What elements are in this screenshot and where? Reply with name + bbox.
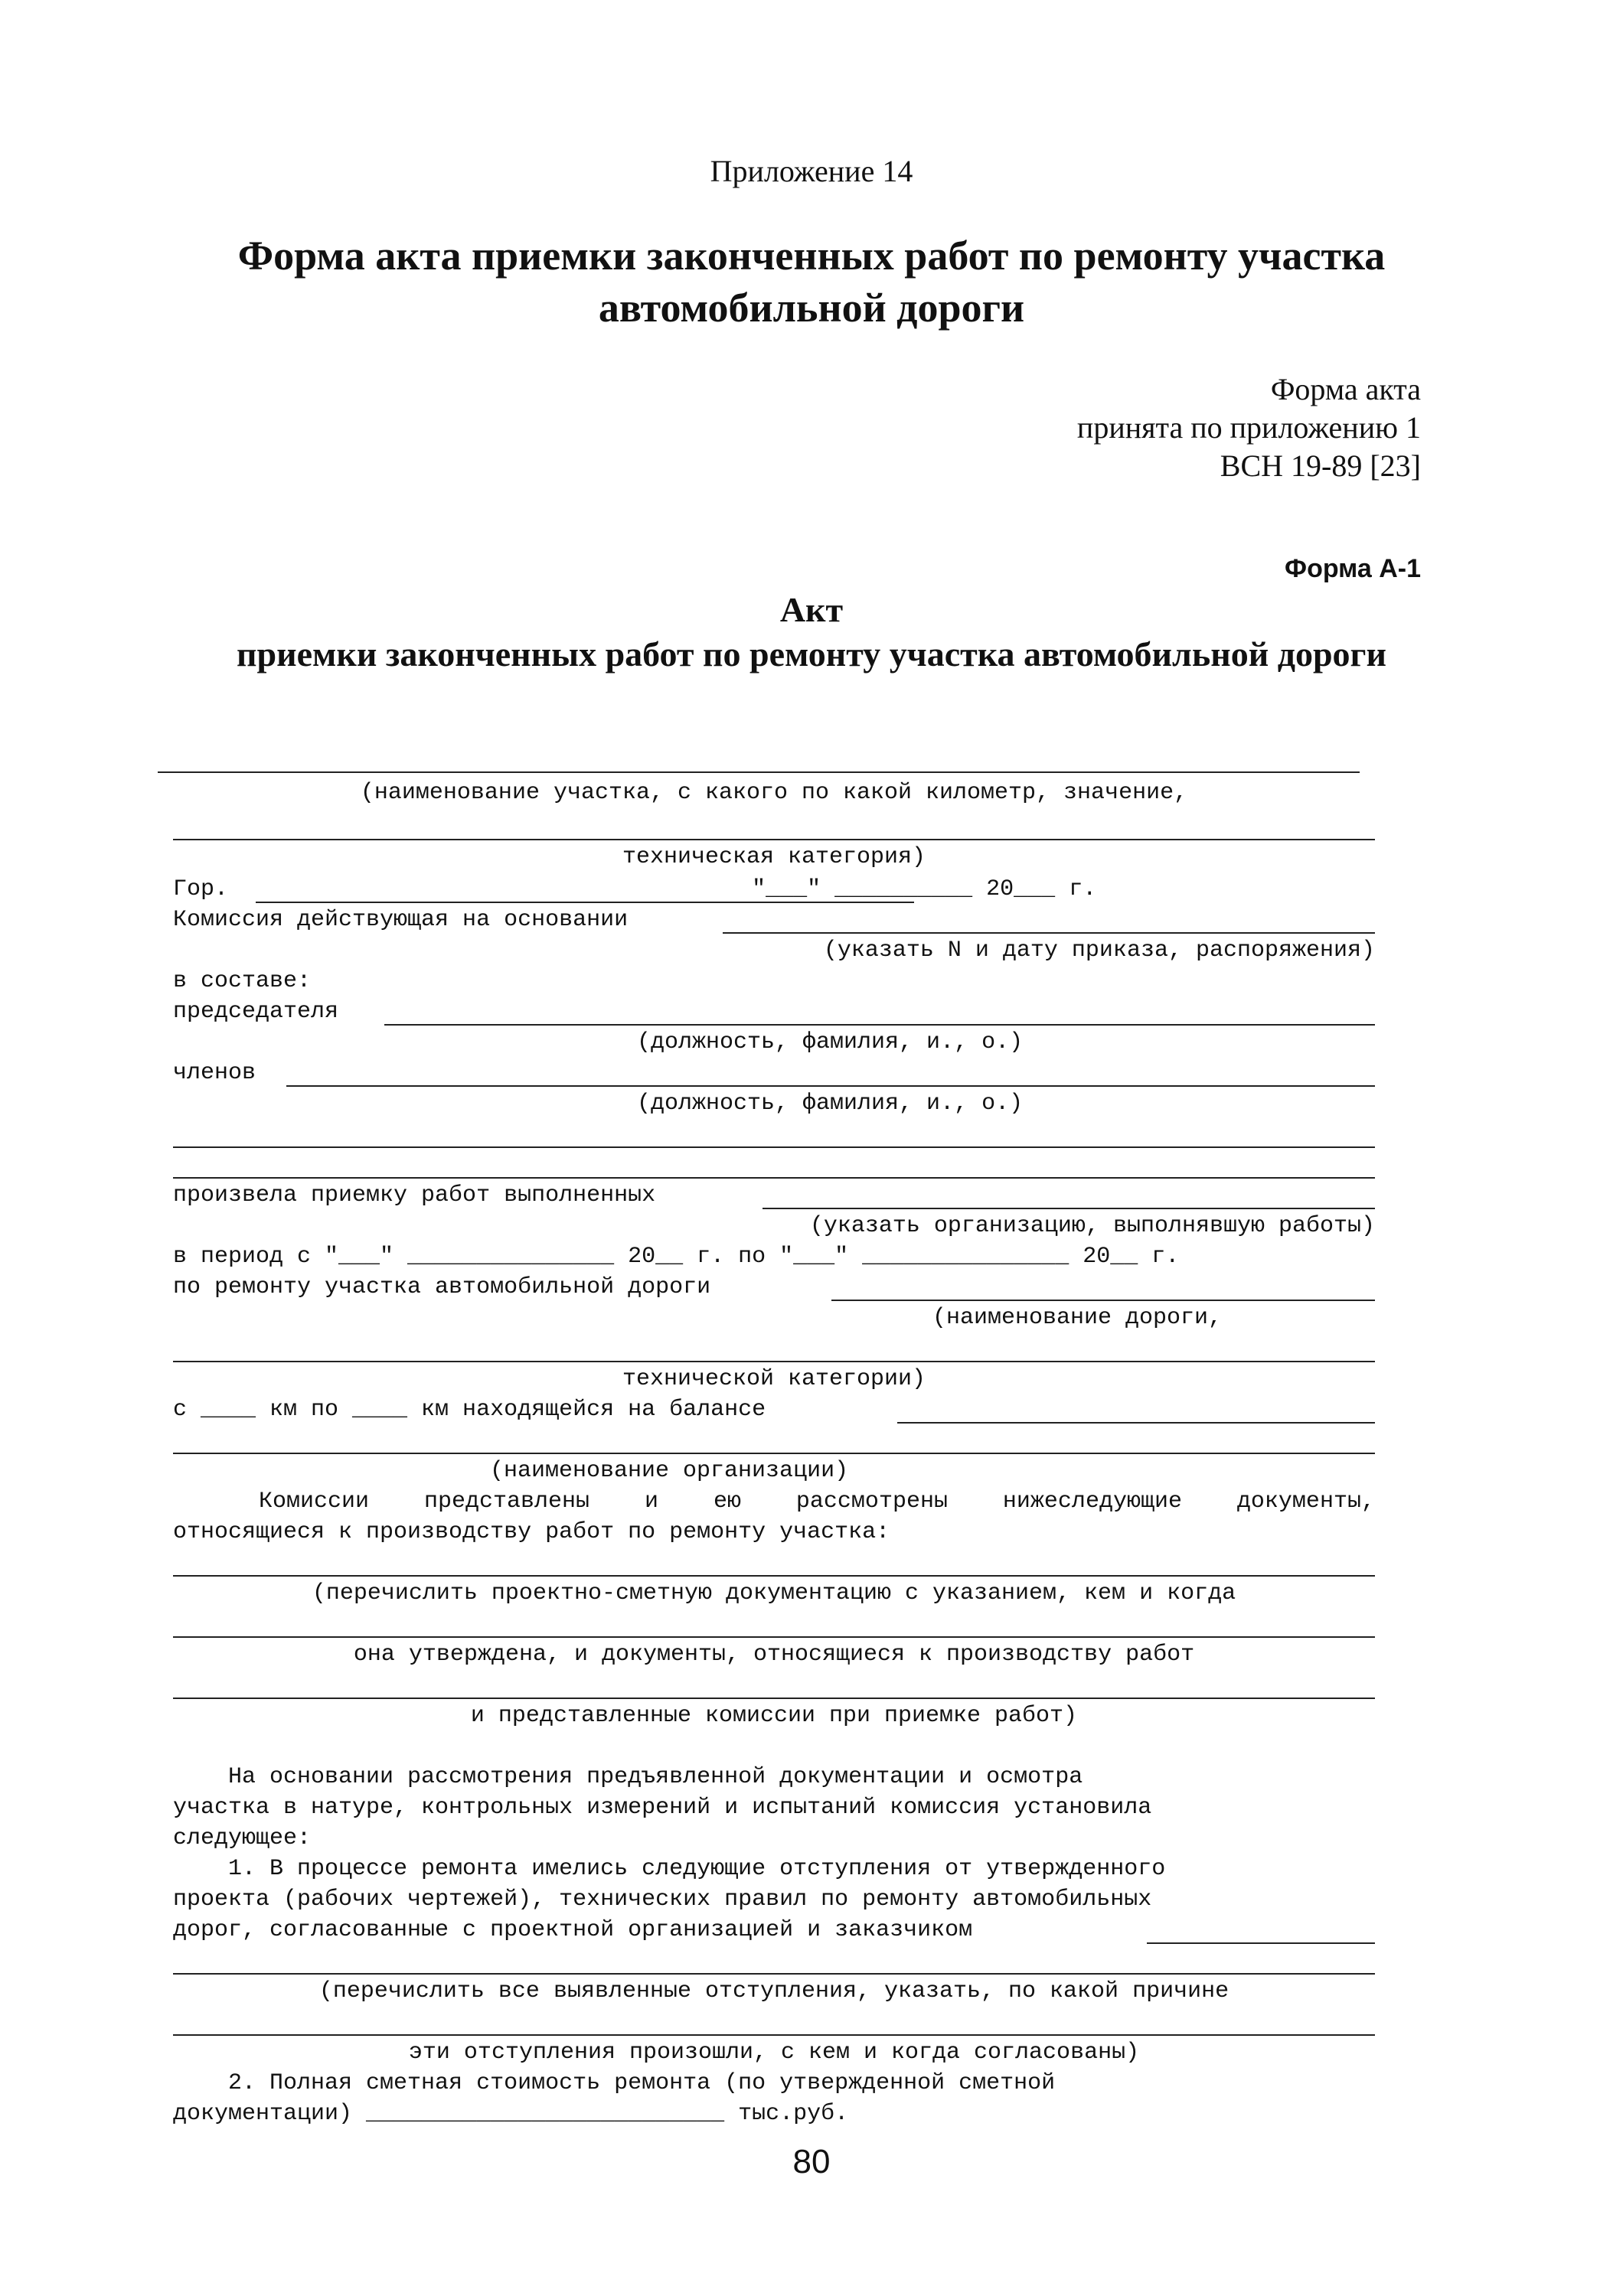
blank-line (173, 1636, 1375, 1638)
form-line: (должность, фамилия, и., о.) (637, 1091, 1024, 1117)
chairman-blank (384, 1024, 1375, 1026)
form-reference-line-3: ВСН 19-89 [23] (1220, 448, 1421, 483)
form-line: дорог, согласованные с проектной организацией и заказчиком (173, 1917, 973, 1943)
form-line: председателя (173, 999, 339, 1025)
form-reference-line-2: принята по приложению 1 (1076, 410, 1421, 445)
form-line: Комиссия действующая на основании (173, 907, 629, 933)
form-line: по ремонту участка автомобильной дороги (173, 1274, 711, 1300)
main-title-line-2: автомобильной дороги (598, 285, 1025, 331)
form-line: Гор. "___" __________ 20___ г. (173, 876, 1097, 902)
blank-line (173, 2034, 1375, 2036)
blank-line (173, 1177, 1375, 1179)
blank-line (173, 839, 1375, 840)
form-line: эти отступления произошли, с кем и когда согласованы) (408, 2040, 1140, 2066)
form-line: и представленные комиссии при приемке работ) (470, 1703, 1078, 1729)
form-line: 2. Полная сметная стоимость ремонта (по утвержденной сметной (173, 2070, 1056, 2096)
form-line: (перечислить все выявленные отступления, указать, по какой причине (318, 1978, 1229, 2004)
form-line: в период с "___" _______________ 20__ г. по "___" _______________ 20__ г. (173, 1244, 1180, 1270)
appendix-label: Приложение 14 (710, 154, 913, 188)
form-line: (наименование участка, с какого по какой километр, значение, (360, 780, 1188, 806)
form-code: Форма А-1 (1285, 554, 1421, 583)
form-line: участка в натуре, контрольных измерений и испытаний комиссия установила (173, 1795, 1152, 1821)
form-line: членов (173, 1060, 256, 1086)
form-line: технической категории) (622, 1366, 926, 1392)
form-line: Комиссии представлены и ею рассмотрены нижеследующие документы, (259, 1489, 1375, 1515)
act-subtitle: приемки законченных работ по ремонту участка автомобильной дороги (237, 634, 1386, 673)
form-line: (указать организацию, выполнявшую работы) (809, 1213, 1375, 1239)
form-line: следующее: (173, 1825, 312, 1851)
form-line: На основании рассмотрения предъявленной документации и осмотра (173, 1764, 1083, 1790)
form-line: (указать N и дату приказа, распоряжения) (823, 938, 1375, 964)
form-line: (должность, фамилия, и., о.) (637, 1029, 1024, 1055)
form-line: (наименование дороги, (932, 1305, 1223, 1331)
form-line: (наименование организации) (490, 1458, 849, 1484)
blank-line (173, 1361, 1375, 1362)
form-reference (1077, 370, 1421, 485)
road-blank (831, 1300, 1375, 1301)
form-reference-line-1: Форма акта (1270, 372, 1421, 406)
form-line: относящиеся к производству работ по ремонту участка: (173, 1519, 890, 1545)
form-line: 1. В процессе ремонта имелись следующие отступления от утвержденного (173, 1856, 1166, 1882)
act-title: Акт (779, 590, 844, 629)
form-line: она утверждена, и документы, относящиеся к производству работ (353, 1642, 1195, 1668)
form-line: документации) __________________________ тыс.руб. (173, 2101, 849, 2127)
form-line: проекта (рабочих чертежей), технических правил по ремонту автомобильных (173, 1887, 1152, 1913)
basis-blank (723, 932, 1375, 934)
blank-line (173, 1698, 1375, 1699)
form-line: с ____ км по ____ км находящейся на балансе (173, 1397, 766, 1423)
main-title-line-1: Форма акта приемки законченных работ по ремонту участка (237, 233, 1386, 279)
main-title (0, 230, 1623, 334)
blank-line (173, 1146, 1375, 1148)
page-number: 80 (792, 2143, 831, 2180)
deviations-blank (1147, 1942, 1375, 1944)
form-line: (перечислить проектно-сметную документацию с указанием, кем и когда (312, 1580, 1236, 1606)
blank-line (173, 1575, 1375, 1577)
form-line: в составе: (173, 968, 312, 994)
form-line: техническая категория) (622, 844, 926, 870)
city-blank (256, 902, 914, 903)
members-blank (286, 1085, 1375, 1087)
blank-line (173, 1973, 1375, 1975)
balance-holder-blank (897, 1422, 1375, 1424)
blank-line (158, 771, 1360, 773)
form-line: произвела приемку работ выполненных (173, 1182, 656, 1208)
blank-line (173, 1453, 1375, 1454)
contractor-blank (763, 1208, 1375, 1209)
